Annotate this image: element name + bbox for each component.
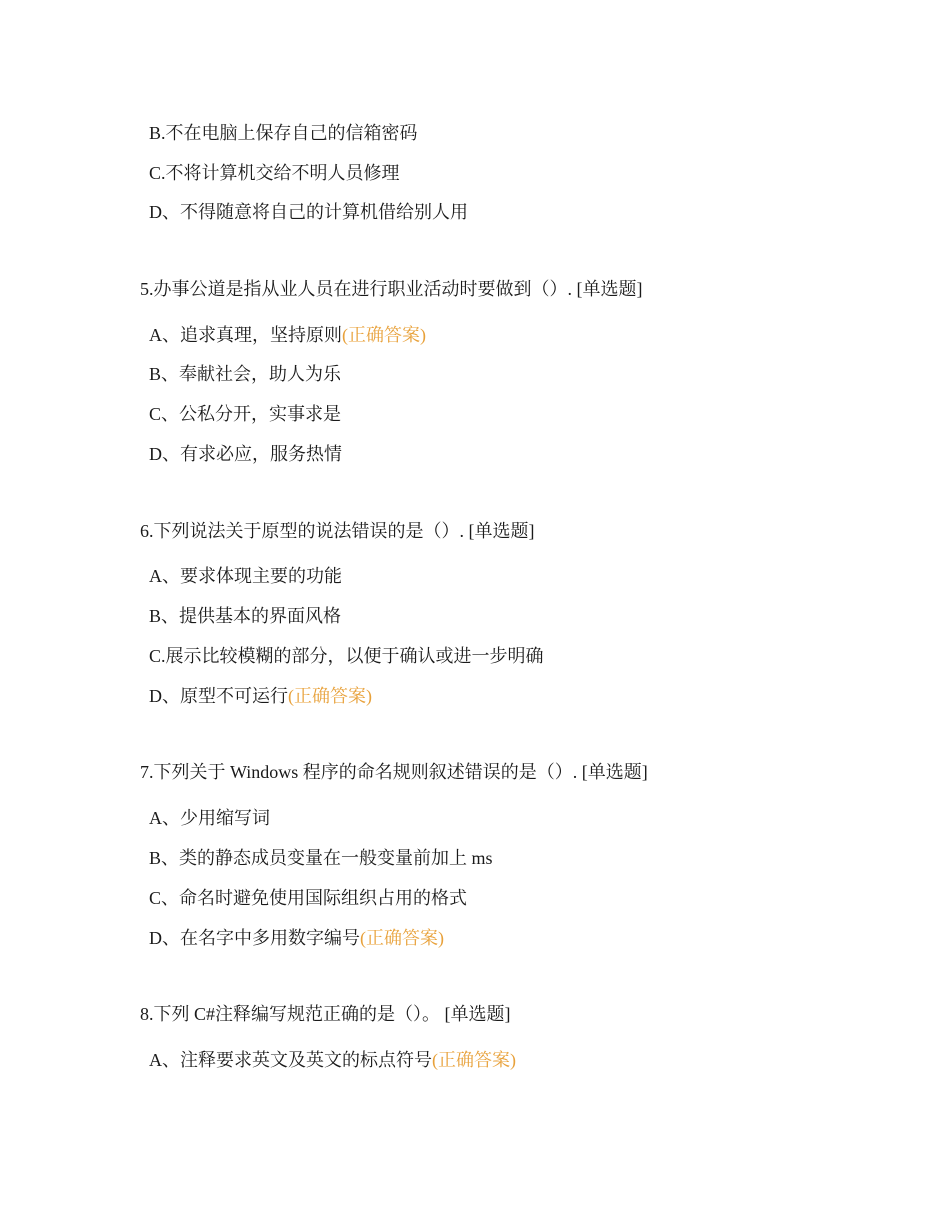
option-item (149, 200, 468, 224)
option-text: A、追求真理，坚持原则 (149, 325, 342, 345)
correct-answer-tag: (正确答案) (342, 325, 426, 345)
option-text: D、有求必应，服务热情 (149, 444, 342, 464)
option-item (149, 1048, 516, 1072)
option-item (149, 846, 493, 870)
option-item (149, 886, 467, 910)
option-text: C.不将计算机交给不明人员修理 (149, 163, 400, 183)
option-item (149, 442, 342, 466)
option-text: B、提供基本的界面风格 (149, 606, 342, 626)
option-text: B、类的静态成员变量在一般变量前加上 ms (149, 848, 493, 868)
option-text: D、原型不可运行 (149, 686, 288, 706)
question-7-title: 7.下列关于 Windows 程序的命名规则叙述错误的是（）. [单选题] (140, 762, 648, 782)
question-6-title: 6.下列说法关于原型的说法错误的是（）. [单选题] (140, 521, 535, 541)
option-text: A、要求体现主要的功能 (149, 566, 342, 586)
option-item (149, 323, 426, 347)
option-item (149, 121, 418, 145)
option-text: C、公私分开，实事求是 (149, 404, 342, 424)
option-item (149, 402, 341, 426)
option-item (149, 604, 341, 628)
option-text: B、奉献社会，助人为乐 (149, 364, 342, 384)
option-text: C.展示比较模糊的部分，以便于确认或进一步明确 (149, 646, 544, 666)
correct-answer-tag: (正确答案) (288, 686, 372, 706)
option-item (149, 362, 341, 386)
option-text: B.不在电脑上保存自己的信箱密码 (149, 123, 418, 143)
option-item (149, 926, 444, 950)
option-item (149, 806, 270, 830)
question-5-title: 5.办事公道是指从业人员在进行职业活动时要做到（）. [单选题] (140, 279, 643, 299)
option-text: A、少用缩写词 (149, 808, 270, 828)
option-item (149, 684, 372, 708)
option-item (149, 161, 400, 185)
option-text: D、不得随意将自己的计算机借给别人用 (149, 202, 468, 222)
correct-answer-tag: (正确答案) (360, 928, 444, 948)
correct-answer-tag: (正确答案) (432, 1050, 516, 1070)
option-text: A、注释要求英文及英文的标点符号 (149, 1050, 432, 1070)
question-8-title: 8.下列 C#注释编写规范正确的是（）。 [单选题] (140, 1004, 511, 1024)
option-text: C、命名时避免使用国际组织占用的格式 (149, 888, 468, 908)
option-item (149, 644, 544, 668)
option-item (149, 564, 342, 588)
option-text: D、在名字中多用数字编号 (149, 928, 360, 948)
